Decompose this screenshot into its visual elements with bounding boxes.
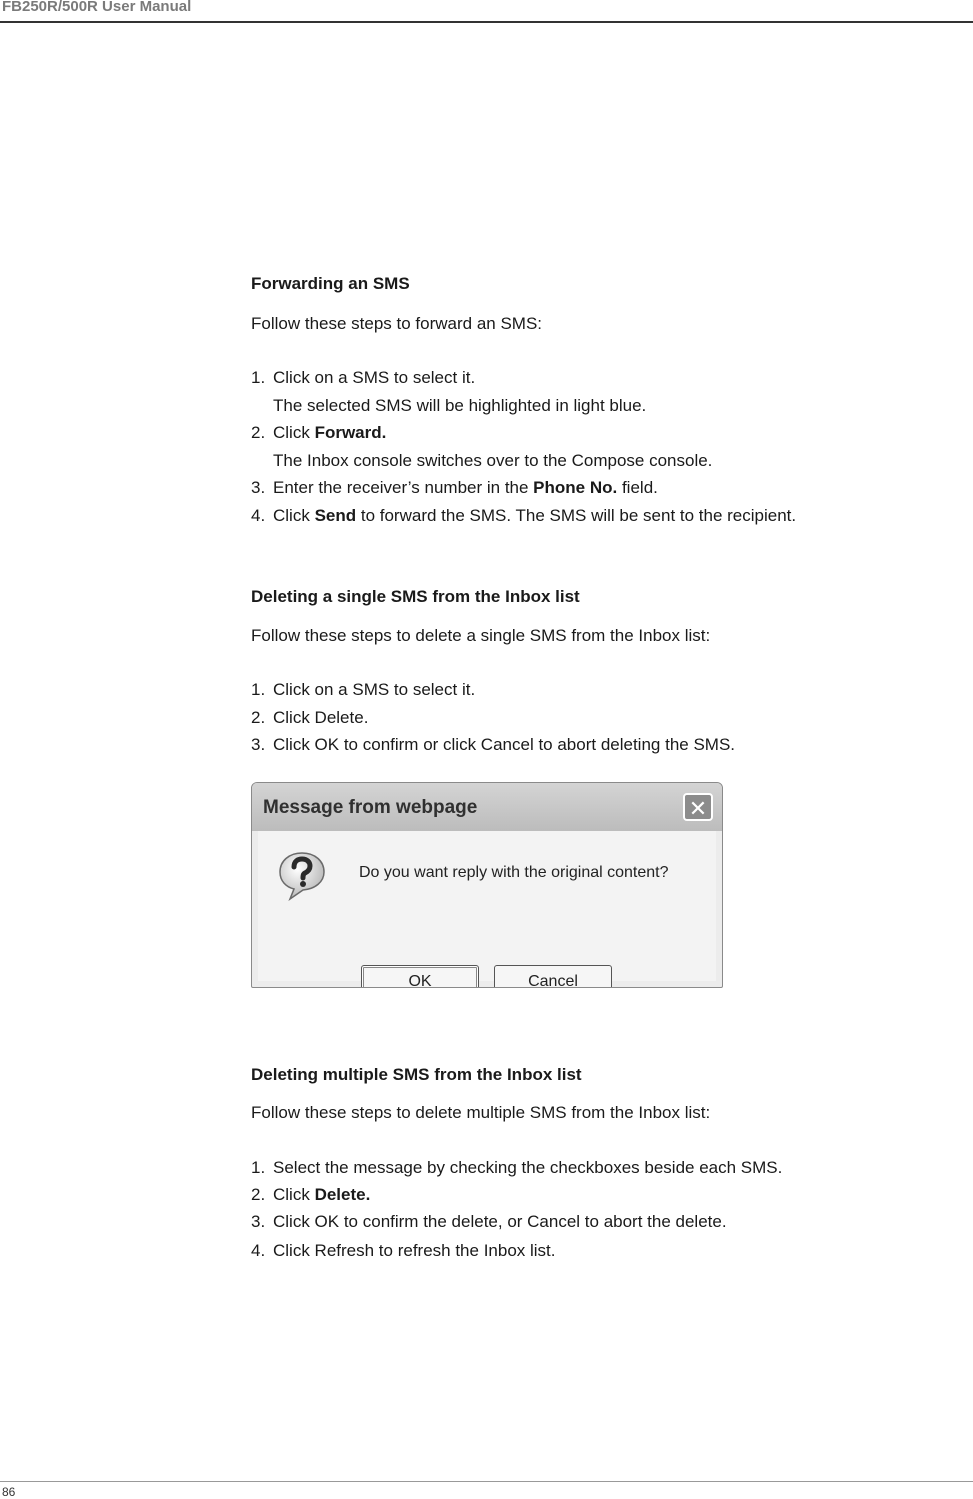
- step-bold-term: Send: [314, 506, 357, 525]
- step-number: 1.: [251, 680, 266, 699]
- confirm-dialog: [251, 782, 723, 988]
- step-bold-term: Forward.: [314, 423, 387, 442]
- forwarding-step-2: [251, 423, 386, 443]
- close-icon[interactable]: ✕: [683, 793, 713, 821]
- step-number: 1.: [251, 1158, 266, 1177]
- forwarding-step-4: [251, 506, 796, 526]
- step-bold-term: Delete.: [314, 1185, 371, 1204]
- forwarding-step-1: [251, 368, 475, 388]
- forwarding-intro: Follow these steps to forward an SMS:: [251, 314, 543, 333]
- section-heading-delete-multiple: Deleting multiple SMS from the Inbox list: [251, 1065, 582, 1084]
- delete-multiple-step-1: [251, 1158, 782, 1178]
- step-number: 3.: [251, 735, 266, 754]
- step-bold-term: Phone No.: [533, 478, 618, 497]
- section-heading-forwarding: Forwarding an SMS: [251, 274, 410, 293]
- delete-single-step-3: [251, 735, 735, 755]
- step-text: Click on a SMS to select it.: [273, 368, 476, 387]
- step-text: Click: [273, 506, 315, 525]
- running-header: FB250R/500R User Manual: [2, 0, 192, 15]
- step-text: Click: [273, 423, 315, 442]
- step-text: Click Delete.: [273, 708, 369, 727]
- step-text: Click OK to confirm the delete, or Cancel to abort the delete.: [273, 1212, 727, 1231]
- delete-multiple-step-2: [251, 1185, 370, 1205]
- forwarding-step-3: [251, 478, 658, 498]
- dialog-title: Message from webpage: [263, 797, 478, 818]
- step-number: 2.: [251, 1185, 266, 1204]
- dialog-titlebar: [252, 783, 722, 831]
- step-number: 1.: [251, 368, 266, 387]
- cancel-button[interactable]: Cancel: [494, 965, 612, 988]
- step-text: Click: [273, 1185, 315, 1204]
- delete-multiple-step-3: [251, 1212, 727, 1232]
- step-text: Click OK to confirm or click Cancel to abort deleting the SMS.: [273, 735, 736, 754]
- dialog-message: Do you want reply with the original content?: [359, 864, 669, 881]
- step-number: 3.: [251, 1212, 266, 1231]
- delete-single-step-2: [251, 708, 368, 728]
- step-number: 2.: [251, 423, 266, 442]
- header-divider: [0, 21, 973, 23]
- step-text-end: to forward the SMS. The SMS will be sent to the recipient.: [356, 506, 797, 525]
- section-heading-delete-single: Deleting a single SMS from the Inbox list: [251, 587, 580, 606]
- delete-multiple-intro: Follow these steps to delete multiple SMS from the Inbox list:: [251, 1103, 711, 1122]
- footer-divider: [0, 1481, 973, 1482]
- page-number: 86: [2, 1485, 16, 1499]
- step-number: 4.: [251, 1241, 266, 1260]
- step-text: Select the message by checking the checkboxes beside each SMS.: [273, 1158, 783, 1177]
- dialog-body: [258, 831, 716, 988]
- delete-single-intro: Follow these steps to delete a single SMS from the Inbox list:: [251, 626, 711, 645]
- step-text: Enter the receiver’s number in the: [273, 478, 534, 497]
- step-number: 3.: [251, 478, 266, 497]
- step-number: 2.: [251, 708, 266, 727]
- delete-multiple-step-4: [251, 1241, 556, 1261]
- step-text: Click Refresh to refresh the Inbox list.: [273, 1241, 556, 1260]
- ok-button[interactable]: OK: [361, 965, 479, 988]
- delete-single-step-1: [251, 680, 475, 700]
- question-icon: [276, 849, 328, 901]
- forwarding-step-2-note: The Inbox console switches over to the Compose console.: [273, 451, 713, 470]
- step-number: 4.: [251, 506, 266, 525]
- step-text-end: field.: [617, 478, 658, 497]
- forwarding-step-1-note: The selected SMS will be highlighted in light blue.: [273, 396, 647, 415]
- step-text: Click on a SMS to select it.: [273, 680, 476, 699]
